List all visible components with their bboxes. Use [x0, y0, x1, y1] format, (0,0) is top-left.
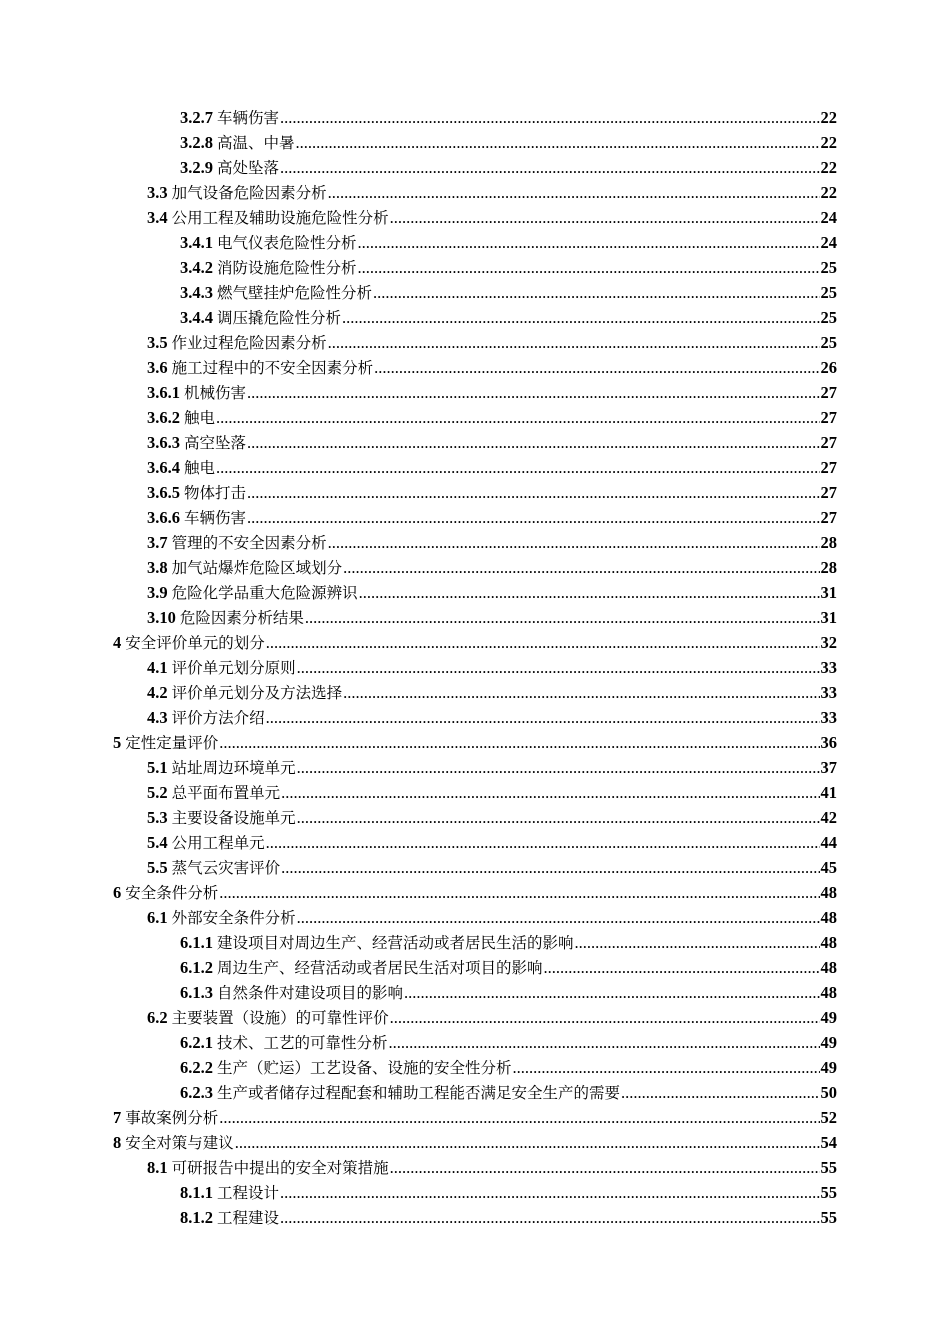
toc-entry-number: 6 [113, 883, 122, 902]
toc-entry[interactable] [0, 130, 950, 155]
toc-entry-page: 24 [820, 233, 837, 252]
toc-entry-title: 主要装置（设施）的可靠性评价 [171, 1009, 389, 1027]
toc-entry[interactable] [0, 955, 950, 980]
toc-entry[interactable] [0, 405, 950, 430]
toc-leader-dots [235, 1130, 820, 1155]
toc-entry-title: 作业过程危险因素分析 [171, 334, 327, 352]
toc-entry-page: 48 [820, 883, 837, 902]
toc-leader-dots [247, 380, 819, 405]
toc-entry-page: 31 [820, 583, 837, 602]
toc-entry-number: 6.2.2 [180, 1058, 213, 1077]
toc-entry[interactable] [0, 105, 950, 130]
toc-entry[interactable] [0, 805, 950, 830]
toc-entry-number: 3.4 [147, 208, 168, 227]
toc-entry-number: 3.4.2 [180, 258, 213, 277]
toc-entry-title: 高温、中暑 [217, 134, 295, 152]
toc-entry-page: 37 [820, 758, 837, 777]
toc-entry-title: 物体打击 [184, 484, 247, 502]
toc-entry-number: 3.6.5 [147, 483, 180, 502]
toc-entry-title: 评价单元划分原则 [171, 659, 296, 677]
toc-entry[interactable] [0, 755, 950, 780]
toc-leader-dots [280, 155, 819, 180]
toc-entry-page: 22 [820, 108, 837, 127]
toc-entry-number: 3.8 [147, 558, 168, 577]
toc-entry-page: 42 [820, 808, 837, 827]
toc-entry-title: 加气设备危险因素分析 [171, 184, 327, 202]
toc-entry-page: 55 [820, 1208, 837, 1227]
toc-entry[interactable] [0, 1130, 950, 1155]
toc-entry[interactable] [0, 1030, 950, 1055]
table-of-contents [0, 105, 950, 1230]
toc-leader-dots [296, 130, 820, 155]
toc-entry-title: 加气站爆炸危险区域划分 [171, 559, 343, 577]
toc-entry-page: 22 [820, 158, 837, 177]
toc-leader-dots [390, 1155, 820, 1180]
toc-leader-dots [297, 905, 820, 930]
toc-leader-dots [280, 1180, 819, 1205]
toc-leader-dots [266, 705, 820, 730]
toc-entry-title: 危险化学品重大危险源辨识 [171, 584, 358, 602]
toc-entry-page: 48 [820, 933, 837, 952]
toc-leader-dots [575, 930, 820, 955]
toc-entry[interactable] [0, 1055, 950, 1080]
toc-entry-number: 3.10 [147, 608, 176, 627]
toc-entry-title: 高处坠落 [217, 159, 280, 177]
toc-entry-title: 周边生产、经营活动或者居民生活对项目的影响 [217, 959, 543, 977]
toc-entry-number: 3.2.7 [180, 108, 213, 127]
toc-entry-number: 3.4.3 [180, 283, 213, 302]
toc-entry-page: 44 [820, 833, 837, 852]
toc-entry-number: 5 [113, 733, 122, 752]
toc-entry-number: 3.7 [147, 533, 168, 552]
toc-leader-dots [266, 830, 820, 855]
toc-entry-number: 5.3 [147, 808, 168, 827]
toc-entry-number: 4.3 [147, 708, 168, 727]
toc-entry-page: 45 [820, 858, 837, 877]
toc-entry[interactable] [0, 255, 950, 280]
toc-leader-dots [359, 580, 820, 605]
toc-entry[interactable] [0, 880, 950, 905]
toc-entry[interactable] [0, 380, 950, 405]
toc-entry-page: 48 [820, 983, 837, 1002]
toc-entry[interactable] [0, 855, 950, 880]
toc-entry-title: 公用工程及辅助设施危险性分析 [171, 209, 389, 227]
toc-entry-page: 33 [820, 683, 837, 702]
toc-entry[interactable] [0, 780, 950, 805]
toc-leader-dots [404, 980, 819, 1005]
toc-entry[interactable] [0, 455, 950, 480]
toc-entry-title: 触电 [184, 459, 216, 477]
toc-leader-dots [247, 480, 819, 505]
toc-entry[interactable] [0, 330, 950, 355]
toc-entry-title: 蒸气云灾害评价 [171, 859, 281, 877]
toc-entry-title: 评价方法介绍 [171, 709, 265, 727]
toc-entry-page: 28 [820, 558, 837, 577]
toc-entry[interactable] [0, 705, 950, 730]
toc-entry-title: 工程设计 [217, 1184, 280, 1202]
toc-leader-dots [280, 1205, 819, 1230]
toc-entry-number: 5.2 [147, 783, 168, 802]
toc-entry-number: 3.9 [147, 583, 168, 602]
toc-entry[interactable] [0, 180, 950, 205]
toc-entry[interactable] [0, 580, 950, 605]
toc-entry-number: 3.6.3 [147, 433, 180, 452]
toc-entry-title: 燃气壁挂炉危险性分析 [217, 284, 373, 302]
toc-entry-number: 3.5 [147, 333, 168, 352]
toc-entry-page: 54 [820, 1133, 837, 1152]
toc-entry-page: 27 [820, 383, 837, 402]
toc-entry-page: 52 [820, 1108, 837, 1127]
toc-entry[interactable] [0, 630, 950, 655]
toc-entry[interactable] [0, 280, 950, 305]
toc-leader-dots [374, 355, 819, 380]
toc-leader-dots [544, 955, 820, 980]
toc-entry-title: 生产（贮运）工艺设备、设施的安全性分析 [217, 1059, 512, 1077]
toc-leader-dots [219, 730, 819, 755]
toc-entry-number: 3.2.8 [180, 133, 213, 152]
toc-entry-page: 27 [820, 433, 837, 452]
toc-entry[interactable] [0, 305, 950, 330]
toc-leader-dots [247, 430, 819, 455]
toc-entry-title: 生产或者储存过程配套和辅助工程能否满足安全生产的需要 [217, 1084, 621, 1102]
toc-entry-page: 22 [820, 133, 837, 152]
toc-entry-title: 安全条件分析 [125, 884, 219, 902]
toc-entry[interactable] [0, 155, 950, 180]
toc-entry[interactable] [0, 505, 950, 530]
toc-entry-number: 3.4.1 [180, 233, 213, 252]
toc-entry-title: 触电 [184, 409, 216, 427]
toc-leader-dots [328, 330, 820, 355]
toc-entry-title: 事故案例分析 [125, 1109, 219, 1127]
toc-entry[interactable] [0, 1105, 950, 1130]
toc-entry-title: 消防设施危险性分析 [217, 259, 357, 277]
toc-entry-page: 55 [820, 1158, 837, 1177]
toc-entry-number: 3.3 [147, 183, 168, 202]
toc-entry-number: 4.2 [147, 683, 168, 702]
toc-entry[interactable] [0, 680, 950, 705]
toc-entry-title: 总平面布置单元 [171, 784, 281, 802]
toc-leader-dots [281, 855, 819, 880]
toc-leader-dots [343, 680, 819, 705]
toc-entry-number: 6.1.3 [180, 983, 213, 1002]
toc-leader-dots [621, 1080, 819, 1105]
toc-entry[interactable] [0, 1080, 950, 1105]
toc-leader-dots [247, 505, 819, 530]
toc-entry-number: 8.1 [147, 1158, 168, 1177]
toc-entry[interactable] [0, 930, 950, 955]
toc-entry-page: 31 [820, 608, 837, 627]
toc-entry-number: 6.1.1 [180, 933, 213, 952]
toc-leader-dots [216, 455, 819, 480]
toc-entry-title: 车辆伤害 [184, 509, 247, 527]
toc-entry-title: 自然条件对建设项目的影响 [217, 984, 404, 1002]
toc-entry-page: 50 [820, 1083, 837, 1102]
toc-entry-title: 工程建设 [217, 1209, 280, 1227]
toc-entry[interactable] [0, 430, 950, 455]
toc-leader-dots [513, 1055, 820, 1080]
toc-entry[interactable] [0, 905, 950, 930]
toc-entry-page: 27 [820, 458, 837, 477]
toc-entry-title: 管理的不安全因素分析 [171, 534, 327, 552]
toc-leader-dots [297, 805, 820, 830]
toc-entry[interactable] [0, 980, 950, 1005]
toc-entry-title: 施工过程中的不安全因素分析 [171, 359, 374, 377]
toc-entry-title: 评价单元划分及方法选择 [171, 684, 343, 702]
toc-entry[interactable] [0, 1205, 950, 1230]
toc-entry-number: 3.6.2 [147, 408, 180, 427]
toc-leader-dots [343, 555, 819, 580]
toc-entry-page: 27 [820, 408, 837, 427]
toc-entry-title: 可研报告中提出的安全对策措施 [171, 1159, 389, 1177]
toc-leader-dots [216, 405, 819, 430]
toc-entry-page: 33 [820, 708, 837, 727]
toc-leader-dots [390, 1005, 820, 1030]
toc-entry-title: 电气仪表危险性分析 [217, 234, 357, 252]
toc-leader-dots [219, 880, 819, 905]
toc-entry-page: 33 [820, 658, 837, 677]
toc-entry-number: 3.6.6 [147, 508, 180, 527]
toc-entry[interactable] [0, 1005, 950, 1030]
toc-entry-page: 27 [820, 483, 837, 502]
toc-entry-page: 32 [820, 633, 837, 652]
toc-entry-page: 28 [820, 533, 837, 552]
toc-entry-number: 3.6 [147, 358, 168, 377]
toc-entry[interactable] [0, 530, 950, 555]
toc-leader-dots [342, 305, 819, 330]
toc-entry-number: 8.1.2 [180, 1208, 213, 1227]
toc-entry-page: 49 [820, 1033, 837, 1052]
toc-leader-dots [328, 180, 820, 205]
toc-leader-dots [358, 230, 820, 255]
toc-leader-dots [358, 255, 820, 280]
toc-entry-page: 36 [820, 733, 837, 752]
toc-entry-page: 49 [820, 1058, 837, 1077]
toc-entry-page: 25 [820, 333, 837, 352]
toc-entry-title: 车辆伤害 [217, 109, 280, 127]
toc-entry-page: 24 [820, 208, 837, 227]
toc-entry-number: 3.6.4 [147, 458, 180, 477]
toc-entry-title: 高空坠落 [184, 434, 247, 452]
toc-entry-number: 3.2.9 [180, 158, 213, 177]
toc-entry-number: 5.5 [147, 858, 168, 877]
toc-entry-page: 41 [820, 783, 837, 802]
toc-entry-page: 22 [820, 183, 837, 202]
toc-entry[interactable] [0, 355, 950, 380]
toc-entry[interactable] [0, 480, 950, 505]
toc-entry-number: 3.6.1 [147, 383, 180, 402]
toc-leader-dots [297, 655, 820, 680]
toc-entry-title: 安全评价单元的划分 [125, 634, 265, 652]
toc-entry[interactable] [0, 230, 950, 255]
toc-entry-title: 调压撬危险性分析 [217, 309, 342, 327]
toc-entry[interactable] [0, 655, 950, 680]
toc-entry-number: 3.4.4 [180, 308, 213, 327]
toc-entry[interactable] [0, 1180, 950, 1205]
toc-leader-dots [266, 630, 820, 655]
toc-entry-page: 48 [820, 958, 837, 977]
toc-entry-number: 6.2.3 [180, 1083, 213, 1102]
toc-leader-dots [373, 280, 819, 305]
toc-entry-number: 5.4 [147, 833, 168, 852]
toc-leader-dots [297, 755, 820, 780]
toc-entry-number: 6.1.2 [180, 958, 213, 977]
toc-entry-page: 27 [820, 508, 837, 527]
toc-entry-number: 4.1 [147, 658, 168, 677]
toc-entry-title: 危险因素分析结果 [179, 609, 304, 627]
toc-entry-page: 48 [820, 908, 837, 927]
toc-entry-number: 8.1.1 [180, 1183, 213, 1202]
toc-entry-title: 公用工程单元 [171, 834, 265, 852]
toc-entry-page: 25 [820, 308, 837, 327]
toc-entry-title: 技术、工艺的可靠性分析 [217, 1034, 388, 1052]
toc-entry-number: 6.2.1 [180, 1033, 213, 1052]
toc-entry-page: 25 [820, 283, 837, 302]
toc-leader-dots [281, 780, 819, 805]
toc-entry-title: 定性定量评价 [125, 734, 219, 752]
toc-entry[interactable] [0, 730, 950, 755]
toc-entry[interactable] [0, 555, 950, 580]
toc-entry-number: 6.1 [147, 908, 168, 927]
toc-entry-page: 55 [820, 1183, 837, 1202]
toc-entry-title: 机械伤害 [184, 384, 247, 402]
toc-leader-dots [219, 1105, 819, 1130]
toc-leader-dots [280, 105, 819, 130]
toc-entry-title: 外部安全条件分析 [171, 909, 296, 927]
toc-entry[interactable] [0, 830, 950, 855]
toc-leader-dots [305, 605, 820, 630]
toc-entry-number: 8 [113, 1133, 122, 1152]
toc-entry-page: 49 [820, 1008, 837, 1027]
toc-entry-title: 安全对策与建议 [125, 1134, 234, 1152]
toc-entry-number: 5.1 [147, 758, 168, 777]
toc-entry-title: 主要设备设施单元 [171, 809, 296, 827]
toc-entry-number: 6.2 [147, 1008, 168, 1027]
toc-entry[interactable] [0, 205, 950, 230]
toc-entry[interactable] [0, 1155, 950, 1180]
toc-entry-number: 4 [113, 633, 122, 652]
toc-leader-dots [389, 1030, 820, 1055]
toc-leader-dots [390, 205, 820, 230]
toc-entry-title: 站址周边环境单元 [171, 759, 296, 777]
toc-leader-dots [328, 530, 820, 555]
toc-entry-page: 26 [820, 358, 837, 377]
toc-entry-title: 建设项目对周边生产、经营活动或者居民生活的影响 [217, 934, 574, 952]
toc-entry[interactable] [0, 605, 950, 630]
toc-entry-page: 25 [820, 258, 837, 277]
toc-entry-number: 7 [113, 1108, 122, 1127]
